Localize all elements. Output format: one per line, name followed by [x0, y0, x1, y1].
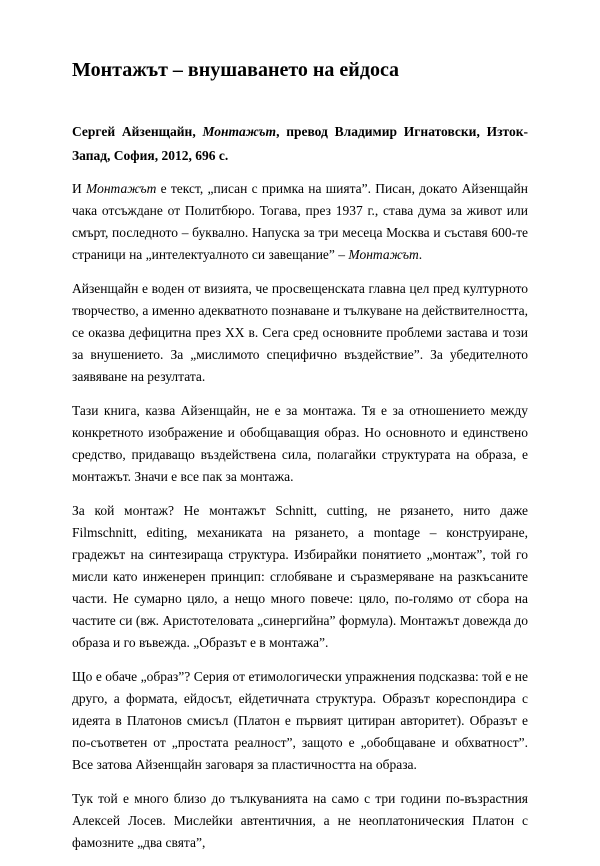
- citation-details: , превод Владимир Игнатовски, Изток-Запад, София, 2012, 696 с.: [72, 124, 528, 163]
- paragraph-4: За кой монтаж? Не монтажът Schnitt, cutting, не рязането, нито даже Filmschnitt, editing, механиката на рязането, а montage – конструиране, градежът на синтезираща структура. Избирайки понятието „монтаж”, той го мисли като инженерен принцип: сглобяване и съразмеряване на разкъсаните части. Не сумарно цяло, а нещо много повече: цяло, по-голямо от сбора на частите си (вж. Аристотеловата „синергийна” формула). Монтажът довежда до образа и го въвежда. „Образът е в монтажа”.: [72, 503, 528, 650]
- paragraph-2: Айзенщайн е воден от визията, че просвещенската главна цел пред културното творчество, а именно адекватното познаване и тълкуване на действителността, се оказва дефицитна през XX в. Сега сред основните проблеми застава и този за внушението. За „мислимото специфично въздействие”. За убедителното заявяване на резултата.: [72, 281, 528, 384]
- citation-book-title: Монтажът: [202, 124, 277, 139]
- book-title-italic: Монтажът: [86, 181, 157, 196]
- paragraph-5: Що е обаче „образ”? Серия от етимологически упражнения подсказва: той е не друго, а формата, ейдосът, ейдетичната структура. Образът кореспондира с идеята в Платонов смисъл (Платон е първият цитиран авторитет). Образът е по-съответен от „простата реалност”, защото е „обобщаване и обхватност”. Все затова Айзенщайн заговаря за пластичността на образа.: [72, 669, 528, 772]
- paragraph-3: Тази книга, казва Айзенщайн, не е за монтажа. Тя е за отношението между конкретното изображение и обобщаващия образ. Но основното и единствено средство, придаващо въздействена сила, полагайки структурата на образа, е монтажът. Значи е все пак за монтажа.: [72, 403, 528, 484]
- paragraph-6: Тук той е много близо до тълкуванията на само с три години по-възрастния Алексей Лосев. Мислейки автентичния, а не неоплатоническия Платон с фамозните „два свята”,: [72, 791, 528, 850]
- book-citation: [72, 120, 528, 168]
- book-title-italic: Монтажът: [348, 247, 419, 262]
- article-body: [72, 178, 528, 866]
- paragraph-1: И Монтажът е текст, „писан с примка на шията”. Писан, докато Айзенщайн чака отсъждане от Политбюро. Тогава, през 1937 г., става дума за живот или смърт, последното – буквално. Напуска за три месеца Москва и съставя 600-те страници на „интелектуалното си завещание” – Монтажът.: [72, 181, 528, 262]
- article-title: Монтажът – внушаването на ейдоса: [72, 59, 400, 81]
- citation-author: Сергей Айзенщайн,: [72, 124, 203, 139]
